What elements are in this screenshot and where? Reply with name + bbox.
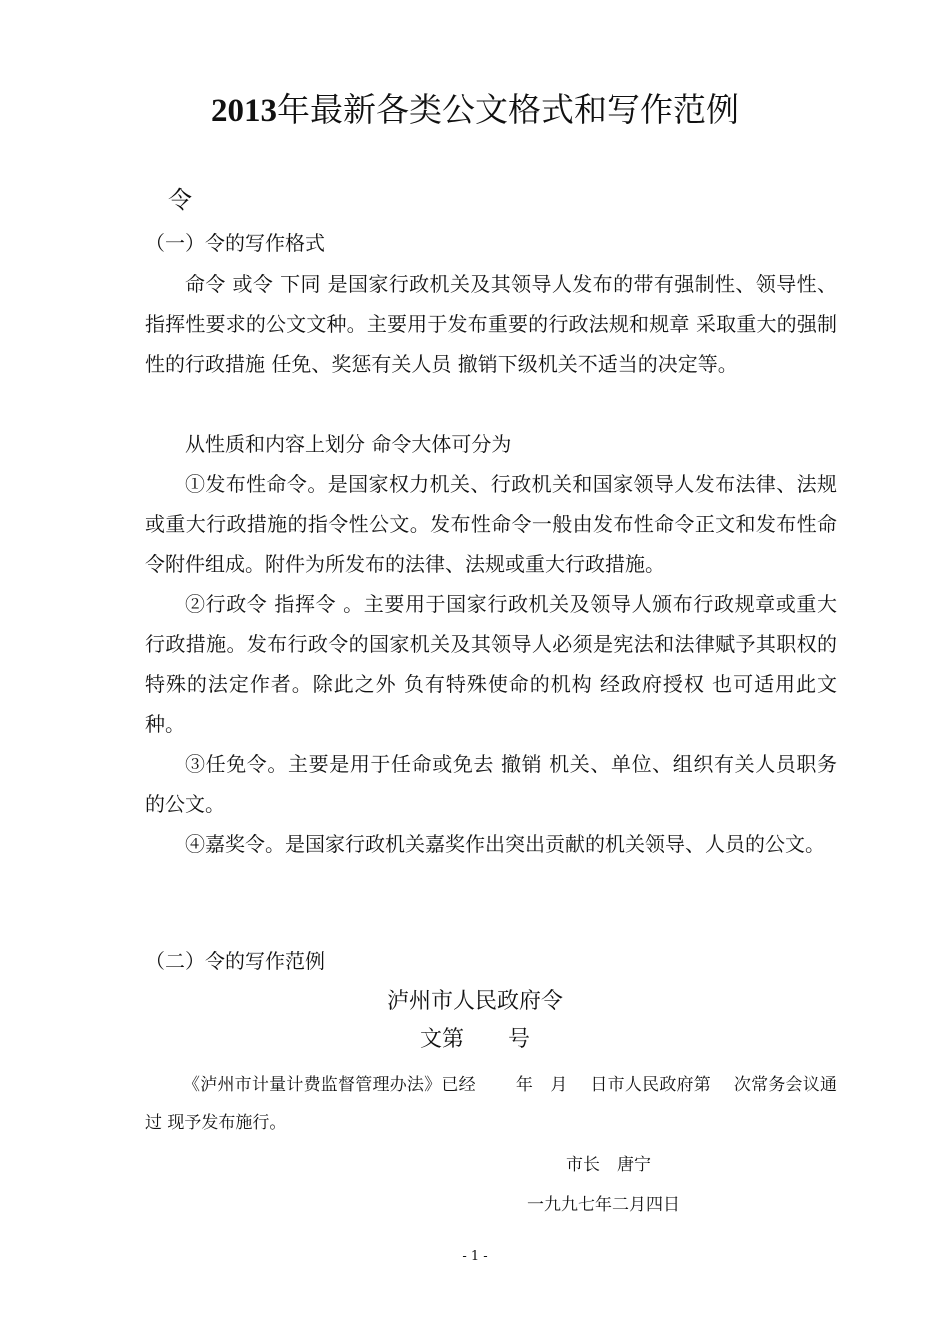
paragraph-type-4: ④嘉奖令。是国家行政机关嘉奖作出突出贡献的机关领导、人员的公文。 <box>185 832 825 856</box>
example-decree-body: 《泸州市计量计费监督管理办法》已经 年 月 日市人民政府第 次常务会议通过 现予发布施行。 <box>145 1075 837 1133</box>
example-doc-number: 文第 号 <box>419 1027 530 1052</box>
paragraph-type-1: ①发布性命令。是国家权力机关、行政机关和国家领导人发布法律、法规或重大行政措施的指令性公文。发布性命令一般由发布性命令正文和发布性命令附件组成。附件为所发布的法律、法规或重大行政措施。 <box>145 472 837 576</box>
title-year: 2013 <box>211 93 277 129</box>
title-text: 年最新各类公文格式和写作范例 <box>277 90 739 129</box>
document-title <box>0 88 950 133</box>
example-date: 一九九七年二月四日 <box>527 1195 680 1215</box>
paragraph-definition: 命令 或令 下同 是国家行政机关及其领导人发布的带有强制性、领导性、指挥性要求的公文文种。主要用于发布重要的行政法规和规章 采取重大的强制性的行政措施 任免、奖惩有关人员 撤销下级机关不适当的决定等。 <box>145 272 837 376</box>
example-issuer: 泸州市人民政府令 <box>386 989 563 1014</box>
section-heading: 令 <box>168 186 192 214</box>
page-number: - 1 - <box>462 1249 488 1264</box>
subsection-heading-format: （一）令的写作格式 <box>145 231 325 255</box>
example-signer: 市长 唐宁 <box>566 1155 651 1175</box>
subsection-heading-example: （二）令的写作范例 <box>145 949 325 973</box>
paragraph-type-3: ③任免令。主要是用于任命或免去 撤销 机关、单位、组织有关人员职务的公文。 <box>145 752 837 816</box>
paragraph-classification: 从性质和内容上划分 命令大体可分为 <box>185 432 512 456</box>
paragraph-type-2: ②行政令 指挥令 。主要用于国家行政机关及领导人颁布行政规章或重大行政措施。发布行政令的国家机关及其领导人必须是宪法和法律赋予其职权的特殊的法定作者。除此之外 负有特殊使命的机构 经政府授权 也可适用此文种。 <box>145 592 837 736</box>
